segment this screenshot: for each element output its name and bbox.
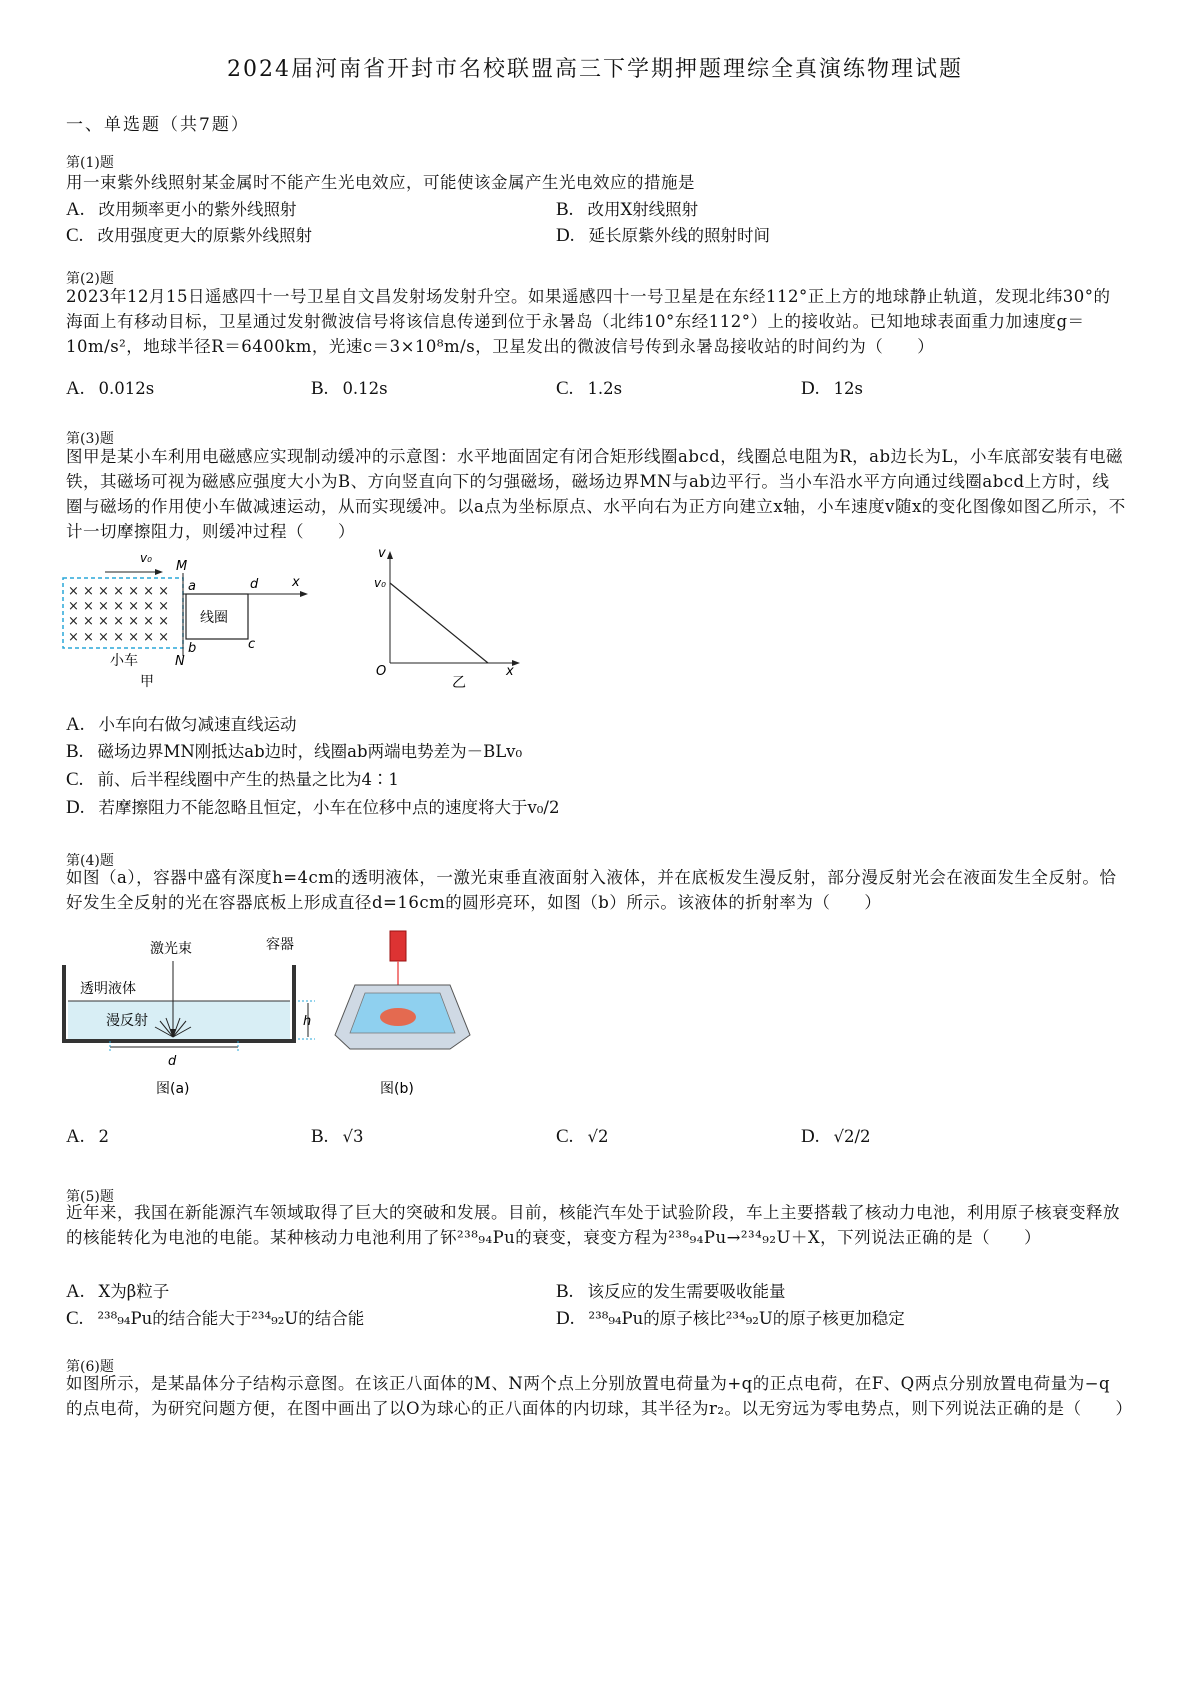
option-text: 磁场边界MN刚抵达ab边时，线圈ab两端电势差为－BLv₀ — [97, 742, 523, 761]
label-v0: v₀ — [140, 551, 152, 565]
question-5-option-c[interactable] — [66, 1305, 364, 1330]
label-d: d — [168, 1054, 177, 1069]
option-text: 改用强度更大的原紫外线照射 — [97, 226, 312, 245]
question-2-option-d[interactable] — [801, 378, 863, 400]
option-key: A. — [66, 378, 85, 399]
label-O: O — [376, 664, 387, 679]
label-d: d — [250, 577, 259, 592]
option-key: D. — [801, 378, 820, 399]
laser-device — [390, 931, 406, 961]
svg-text:× × × × × × ×: × × × × × × × — [68, 630, 170, 645]
label-coil: 线圈 — [200, 610, 228, 626]
label-N: N — [175, 654, 185, 669]
option-text: X为β粒子 — [98, 1282, 170, 1301]
question-6-stem: 如图所示，是某晶体分子结构示意图。在该正八面体的M、N两个点上分别放置电荷量为+q的正点电荷，在F、Q两点分别放置电荷量为−q的点电荷，为研究问题方便，在图中画出了以O为球心的正八面体的内切球，其半径为r₂。以无穷远为零电势点，则下列说法正确的是（ ） — [66, 1374, 1133, 1418]
question-4-option-b[interactable] — [311, 1126, 363, 1148]
label-diffuse: 漫反射 — [106, 1013, 148, 1029]
option-text: 若摩擦阻力不能忽略且恒定，小车在位移中点的速度将大于v₀/2 — [98, 798, 560, 817]
figure-a-container — [60, 925, 330, 1100]
field-crosses — [68, 584, 169, 645]
option-text: 该反应的发生需要吸收能量 — [587, 1282, 786, 1301]
label-laser: 激光束 — [150, 941, 192, 957]
option-text: 12s — [833, 379, 863, 398]
option-key: A. — [66, 1281, 85, 1302]
svg-text:× × × × × × ×: × × × × × × × — [68, 614, 170, 629]
question-5-option-b[interactable] — [556, 1278, 785, 1303]
bright-ring — [380, 1008, 416, 1026]
caption-a: 图(a) — [156, 1081, 190, 1097]
question-1-option-b[interactable] — [556, 196, 698, 221]
question-3-option-c[interactable] — [66, 766, 399, 791]
v-x-line — [390, 583, 488, 663]
label-container: 容器 — [266, 937, 294, 953]
question-6-number: 第(6)题 — [66, 1359, 114, 1375]
option-text: √3 — [342, 1127, 364, 1146]
question-2-option-b[interactable] — [311, 378, 388, 400]
option-key: B. — [556, 1281, 574, 1302]
question-5-stem: 近年来，我国在新能源汽车领域取得了巨大的突破和发展。目前，核能汽车处于试验阶段，车上主要搭载了核动力电池，利用原子核衰变释放的核能转化为电池的电能。某种核动力电池利用了钚²³⁸₉₄Pu的衰变，衰变方程为²³⁸₉₄Pu→²³⁴₉₂U＋X，下列说法正确的是（ ） — [66, 1203, 1120, 1247]
option-text: 2 — [98, 1127, 109, 1146]
option-key: C. — [556, 1126, 574, 1147]
question-3-option-d[interactable] — [66, 794, 559, 819]
figure-yi-v-x-graph — [370, 545, 530, 695]
option-key: A. — [66, 199, 85, 220]
question-1-option-d[interactable] — [556, 222, 770, 247]
x-axis-arrowhead — [300, 591, 308, 597]
label-jia: 甲 — [140, 674, 154, 690]
label-h: h — [303, 1014, 312, 1029]
label-b: b — [188, 641, 197, 656]
question-3-option-a[interactable] — [66, 711, 296, 736]
question-2-option-c[interactable] — [556, 378, 622, 400]
question-2-option-a[interactable] — [66, 378, 154, 400]
figure-jia-car-coil — [60, 548, 320, 693]
label-x: x — [506, 664, 514, 679]
question-1-number: 第(1)题 — [66, 155, 114, 171]
option-text: √2/2 — [833, 1127, 871, 1146]
question-3-stem: 图甲是某小车利用电磁感应实现制动缓冲的示意图：水平地面固定有闭合矩形线圈abcd，线圈总电阻为R，ab边长为L，小车底部安装有电磁铁，其磁场可视为磁感应强度大小为B、方向竖直向下的匀强磁场，磁场边界MN与ab边平行。当小车沿水平方向通过线圈abcd上方时，线圈与磁场的作用使小车做减速运动，从而实现缓冲。以a点为坐标原点、水平向右为正方向建立x轴，小车速度v随x的变化图像如图乙所示，不计一切摩擦阻力，则缓冲过程（ ） — [66, 447, 1126, 541]
question-2-stem: 2023年12月15日遥感四十一号卫星自文昌发射场发射升空。如果遥感四十一号卫星是在东经112°正上方的地球静止轨道，发现北纬30°的海面上有移动目标，卫星通过发射微波信号将该信息传递到位于永暑岛（北纬10°东经112°）上的接收站。已知地球表面重力加速度g＝10m/s²，地球半径R＝6400km，光速c＝3×10⁸m/s，卫星发出的微波信号传到永暑岛接收站的时间约为（ ） — [66, 287, 1111, 356]
option-key: D. — [556, 225, 575, 246]
option-key: D. — [801, 1126, 820, 1147]
option-text: ²³⁸₉₄Pu的原子核比²³⁴₉₂U的原子核更加稳定 — [588, 1309, 905, 1328]
option-text: 改用频率更小的紫外线照射 — [98, 200, 297, 219]
section-heading: 一、单选题（共7题） — [66, 115, 250, 135]
option-text: 小车向右做匀减速直线运动 — [98, 715, 297, 734]
figure-b-tray — [330, 925, 480, 1100]
question-5-number: 第(5)题 — [66, 1189, 114, 1205]
question-5-option-d[interactable] — [556, 1305, 905, 1330]
label-M: M — [176, 559, 188, 574]
label-car: 小车 — [110, 653, 138, 669]
option-text: 0.012s — [98, 379, 155, 398]
svg-text:× × × × × × ×: × × × × × × × — [68, 599, 170, 614]
svg-text:× × × × × × ×: × × × × × × × — [68, 584, 170, 599]
option-key: A. — [66, 1126, 85, 1147]
question-4-stem: 如图（a），容器中盛有深度h=4cm的透明液体，一激光束垂直液面射入液体，并在底板发生漫反射，部分漫反射光会在液面发生全反射。恰好发生全反射的光在容器底板上形成直径d=16cm的圆形亮环，如图（b）所示。该液体的折射率为（ ） — [66, 868, 1117, 912]
v-axis-arrowhead — [387, 551, 393, 559]
caption-b: 图(b) — [380, 1081, 414, 1097]
option-key: B. — [311, 1126, 329, 1147]
option-key: C. — [66, 769, 84, 790]
question-1-option-a[interactable] — [66, 196, 296, 221]
label-yi: 乙 — [452, 675, 466, 691]
question-2-number: 第(2)题 — [66, 271, 114, 287]
question-5-option-a[interactable] — [66, 1278, 169, 1303]
option-text: 前、后半程线圈中产生的热量之比为4∶1 — [97, 770, 399, 789]
question-4-option-c[interactable] — [556, 1126, 608, 1148]
question-3-option-b[interactable] — [66, 738, 522, 763]
question-4-option-d[interactable] — [801, 1126, 871, 1148]
option-text: 1.2s — [587, 379, 623, 398]
page-title: 2024届河南省开封市名校联盟高三下学期押题理综全真演练物理试题 — [227, 57, 963, 82]
question-1-option-c[interactable] — [66, 222, 312, 247]
question-1-stem: 用一束紫外线照射某金属时不能产生光电效应，可能使该金属产生光电效应的措施是 — [66, 173, 695, 192]
question-3-number: 第(3)题 — [66, 431, 114, 447]
option-key: C. — [66, 1308, 84, 1329]
label-c: c — [248, 637, 256, 652]
label-liquid: 透明液体 — [80, 981, 136, 997]
label-v: v — [378, 546, 386, 561]
option-text: 0.12s — [342, 379, 388, 398]
option-key: C. — [556, 378, 574, 399]
option-text: 改用X射线照射 — [587, 200, 699, 219]
label-a: a — [188, 579, 196, 594]
velocity-arrowhead — [155, 569, 163, 575]
option-text: ²³⁸₉₄Pu的结合能大于²³⁴₉₂U的结合能 — [97, 1309, 365, 1328]
question-4-option-a[interactable] — [66, 1126, 109, 1148]
option-key: C. — [66, 225, 84, 246]
question-4-number: 第(4)题 — [66, 853, 114, 869]
option-key: B. — [311, 378, 329, 399]
option-key: D. — [66, 797, 85, 818]
option-text: 延长原紫外线的照射时间 — [588, 226, 770, 245]
option-key: D. — [556, 1308, 575, 1329]
option-key: A. — [66, 714, 85, 735]
label-x: x — [292, 575, 300, 590]
option-key: B. — [66, 741, 84, 762]
option-text: √2 — [587, 1127, 609, 1146]
label-v0: v₀ — [374, 576, 386, 590]
option-key: B. — [556, 199, 574, 220]
